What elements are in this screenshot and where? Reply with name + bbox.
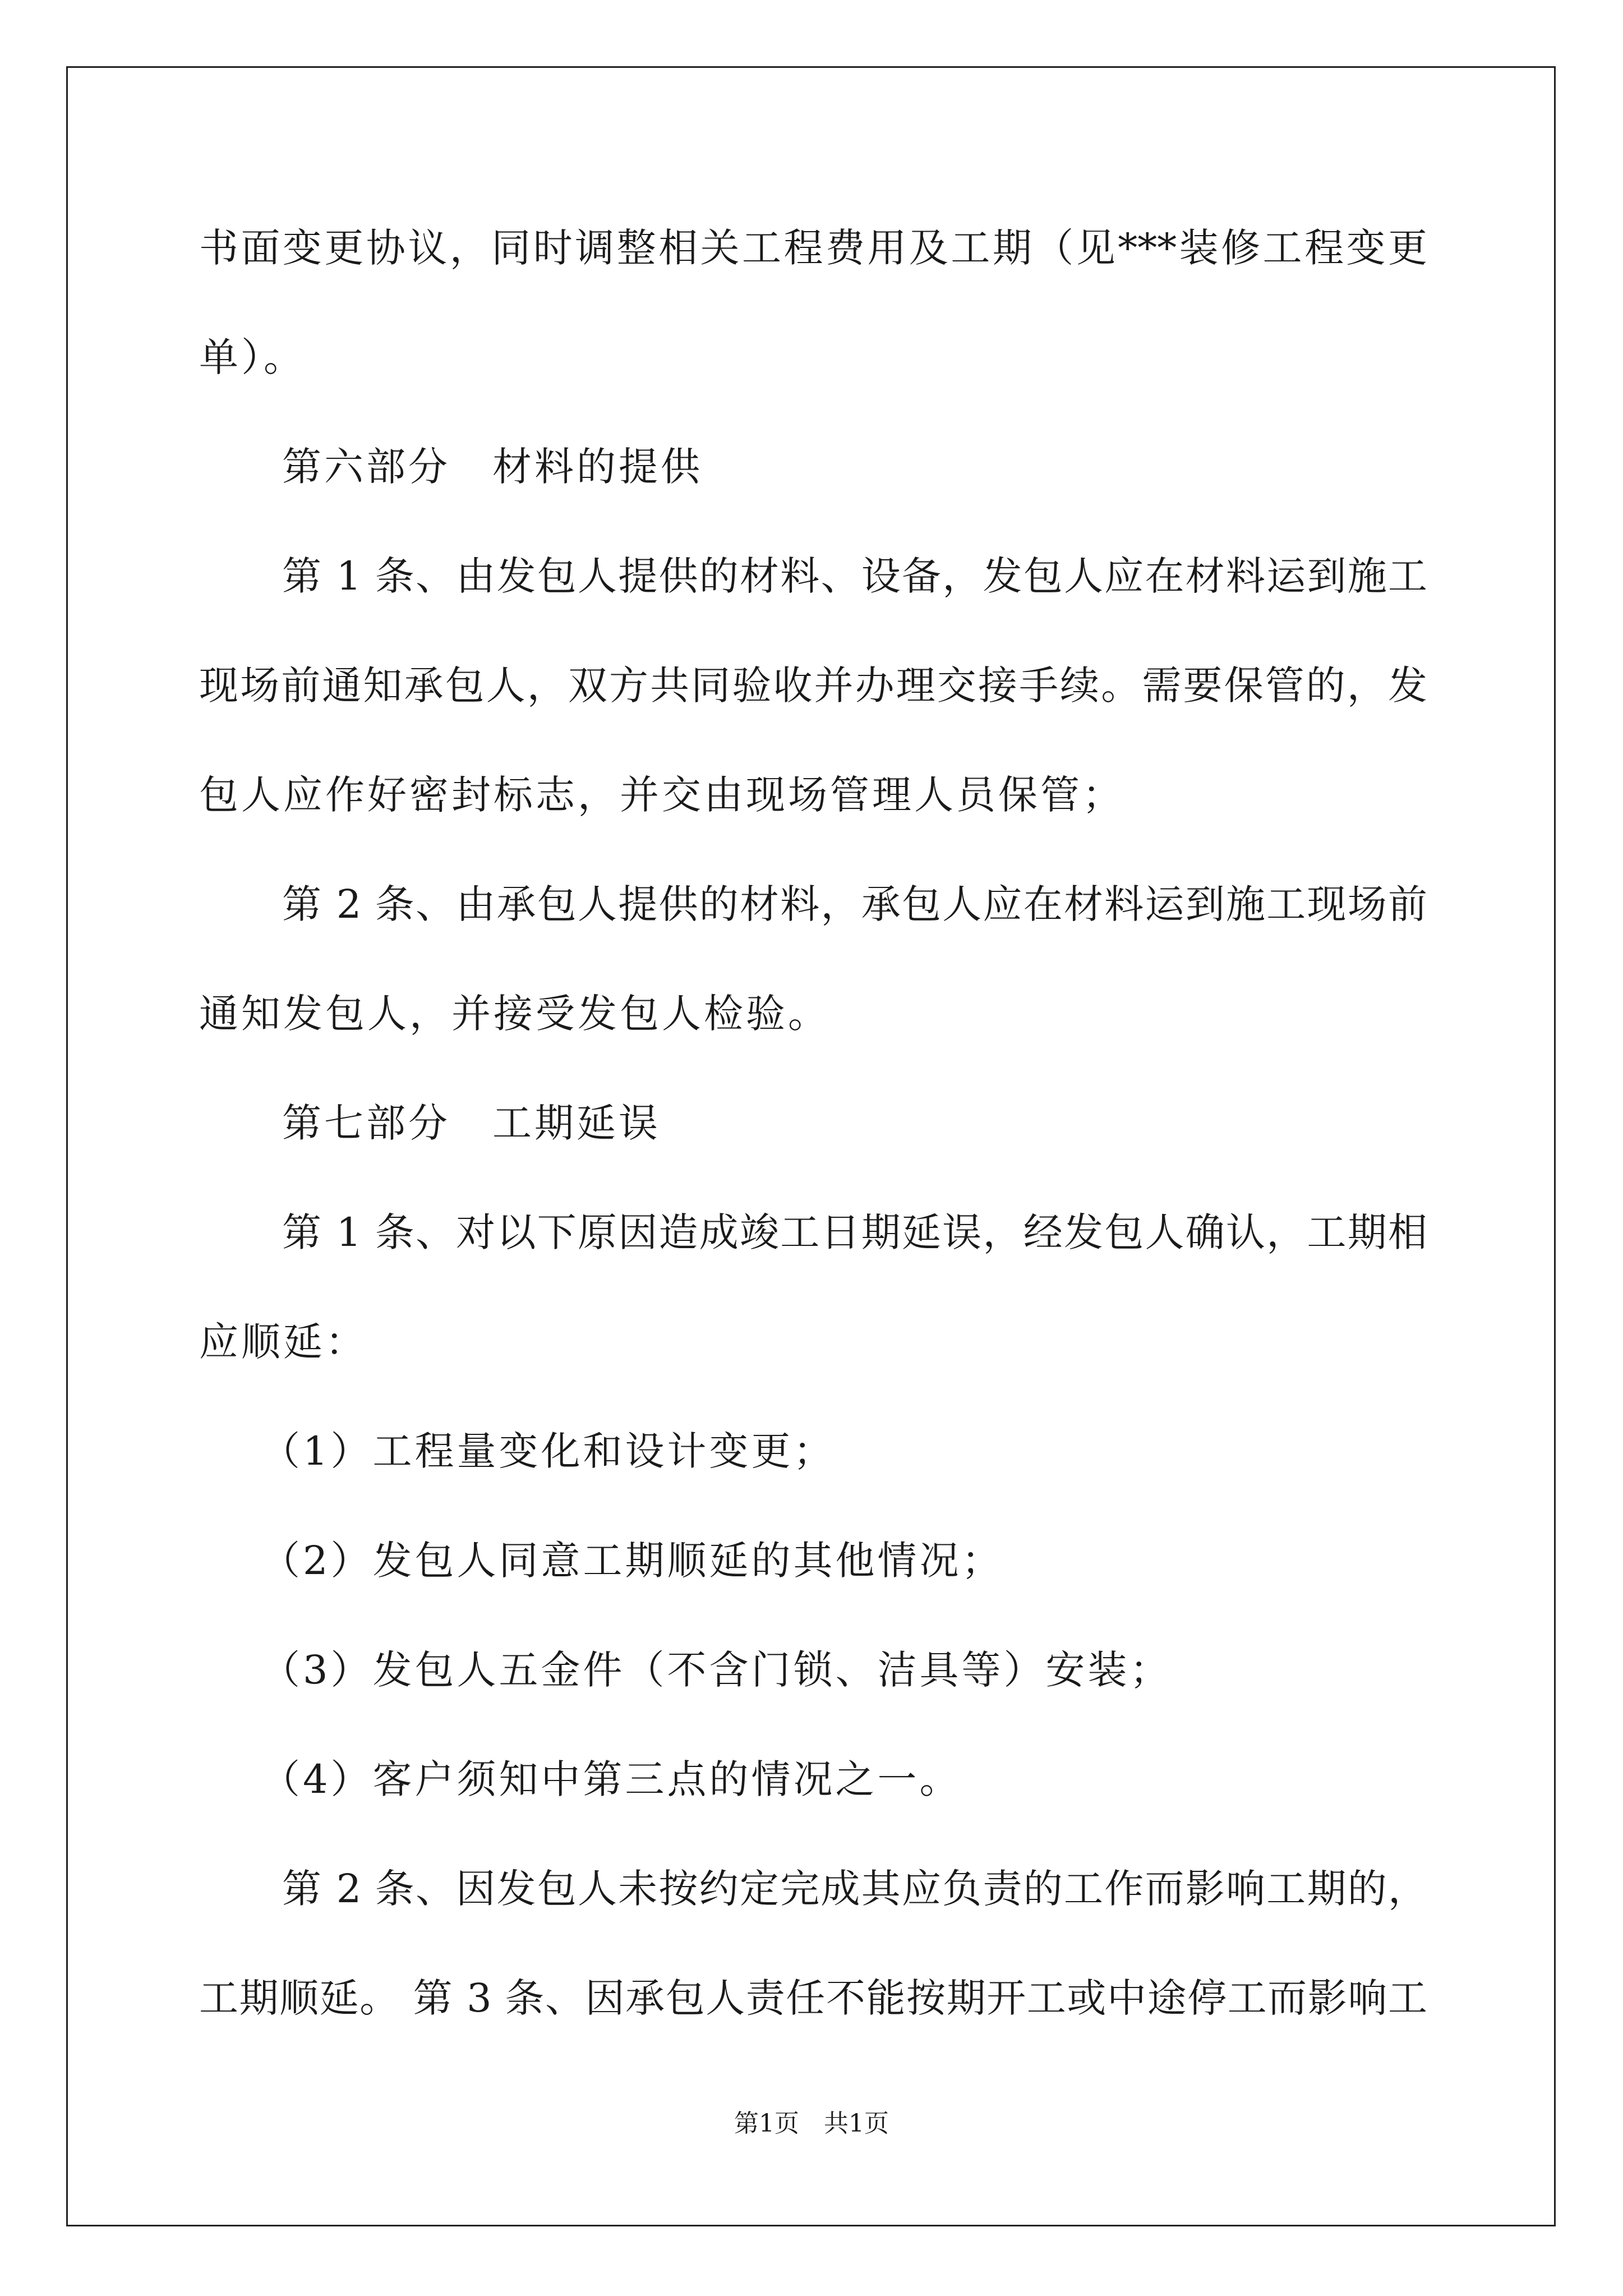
- text-line: 第 2 条、因发包人未按约定完成其应负责的工作而影响工期的，: [282, 1866, 1427, 1912]
- text-line: 单）。: [199, 334, 306, 380]
- text-line: 应顺延：: [199, 1319, 367, 1365]
- page-footer: 第1页 共1页: [734, 2109, 889, 2138]
- section-heading: 第六部分 材料的提供: [282, 444, 703, 490]
- list-item: （3）发包人五金件（不含门锁、洁具等）安装；: [261, 1647, 1172, 1693]
- text-line: 第 1 条、由发包人提供的材料、设备，发包人应在材料运到施工: [282, 553, 1427, 599]
- section-heading: 第七部分 工期延误: [282, 1100, 661, 1146]
- text-line: 工期顺延。 第 3 条、因承包人责任不能按期开工或中途停工而影响工: [199, 1975, 1427, 2021]
- list-item: （1）工程量变化和设计变更；: [261, 1428, 836, 1474]
- text-line: 通知发包人，并接受发包人检验。: [199, 991, 830, 1037]
- text-line: 现场前通知承包人，双方共同验收并办理交接手续。需要保管的，发: [199, 662, 1427, 708]
- text-line: 包人应作好密封标志，并交由现场管理人员保管；: [199, 772, 1124, 818]
- list-item: （4）客户须知中第三点的情况之一。: [261, 1756, 962, 1802]
- text-line: 书面变更协议，同时调整相关工程费用及工期（见***装修工程变更: [199, 225, 1427, 271]
- list-item: （2）发包人同意工期顺延的其他情况；: [261, 1538, 1004, 1584]
- text-line: 第 1 条、对以下原因造成竣工日期延误，经发包人确认，工期相: [282, 1209, 1427, 1255]
- text-line: 第 2 条、由承包人提供的材料，承包人应在材料运到施工现场前: [282, 881, 1427, 927]
